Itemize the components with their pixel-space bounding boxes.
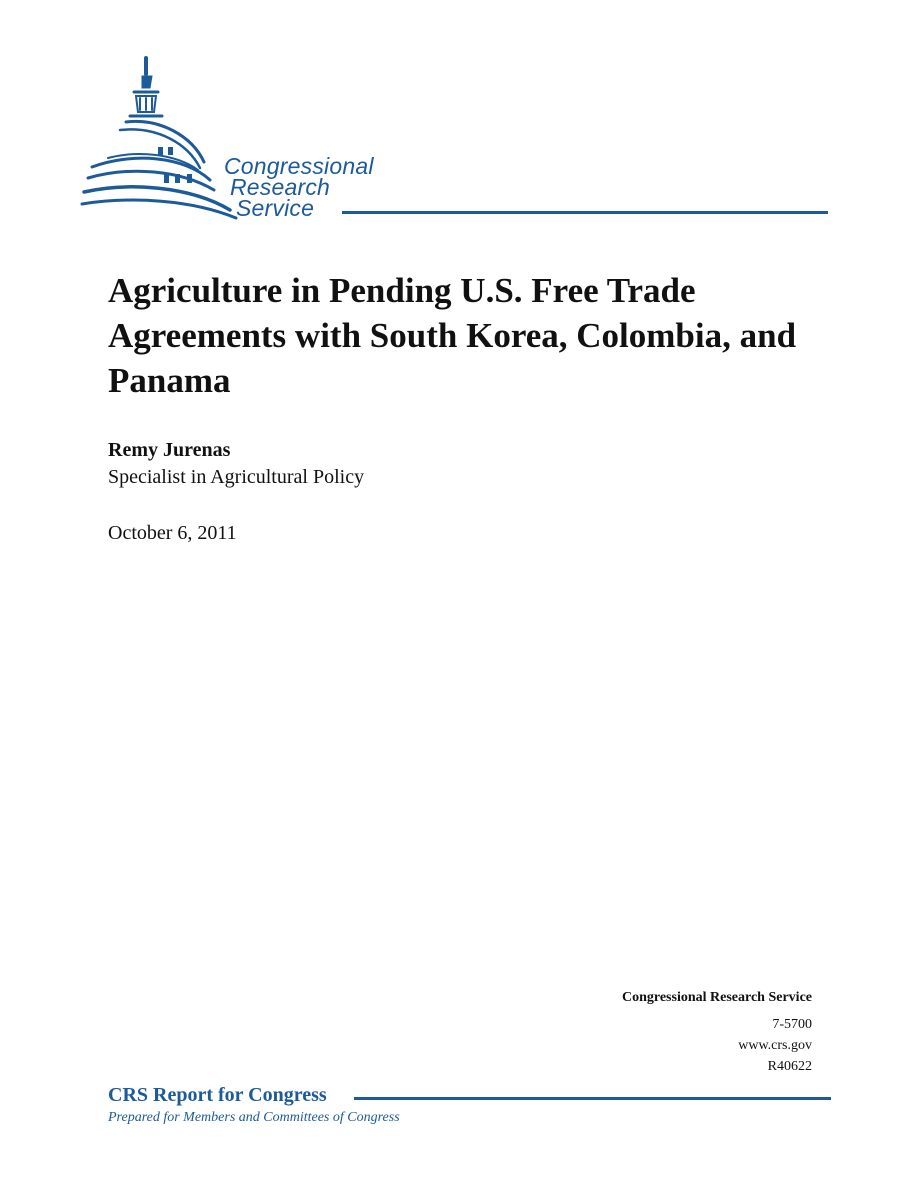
report-meta — [622, 990, 812, 1077]
author-title: Specialist in Agricultural Policy — [108, 466, 365, 488]
report-date: October 6, 2011 — [108, 522, 237, 544]
meta-website: www.crs.gov — [738, 1038, 812, 1053]
logo-line-congressional: Congressional — [224, 153, 374, 179]
footer-divider — [354, 1097, 831, 1100]
logo-line-service: Service — [236, 195, 315, 221]
footer-tagline: Prepared for Members and Committees of Congress — [108, 1110, 400, 1125]
footer-brand: CRS Report for Congress — [108, 1084, 327, 1106]
report-title: Agriculture in Pending U.S. Free Trade Agreements with South Korea, Colombia, and Panama — [108, 271, 797, 400]
logo-line-research: Research — [230, 174, 331, 200]
crs-logo — [80, 52, 830, 232]
logo-wordmark — [224, 153, 374, 221]
logo-divider — [342, 211, 828, 214]
meta-report-number: R40622 — [767, 1059, 812, 1074]
author-name: Remy Jurenas — [108, 439, 231, 461]
meta-organization: Congressional Research Service — [621, 990, 812, 1005]
meta-phone: 7-5700 — [772, 1017, 812, 1032]
capitol-dome-icon — [80, 52, 240, 222]
